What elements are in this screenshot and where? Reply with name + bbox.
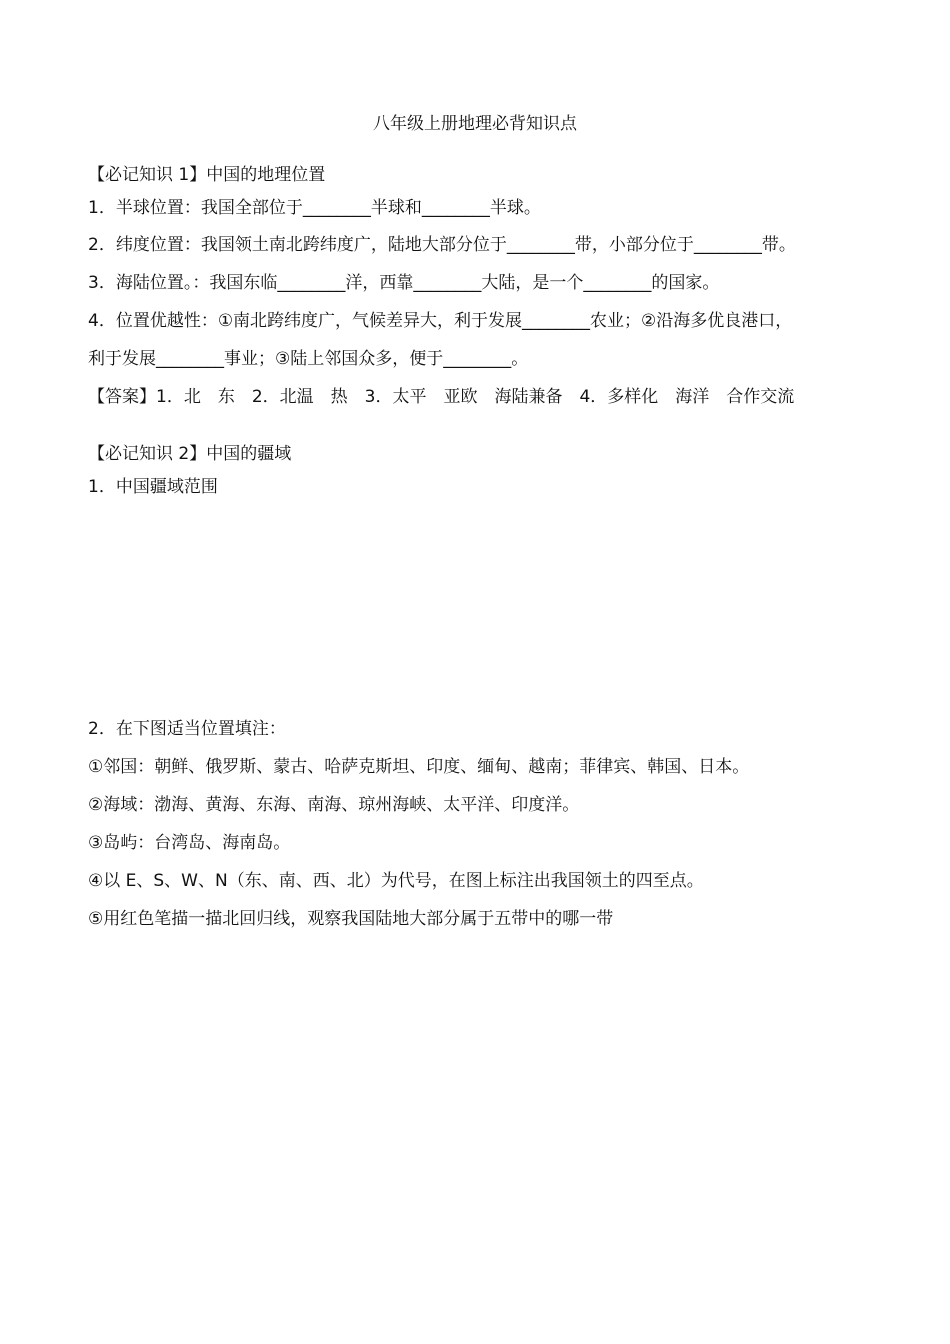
section1-item-1: 1．半球位置：我国全部位于________半球和________半球。 (88, 198, 541, 218)
section2-subitem-seas: ②海域：渤海、黄海、东海、南海、琼州海峡、太平洋、印度洋。 (88, 795, 580, 815)
section2-subitem-islands: ③岛屿：台湾岛、海南岛。 (88, 833, 291, 853)
section2-subitem-extreme-points: ④以 E、S、W、N（东、南、西、北）为代号，在图上标注出我国领土的四至点。 (88, 871, 704, 891)
section1-heading: 【必记知识 1】中国的地理位置 (88, 165, 326, 185)
document-title: 八年级上册地理必背知识点 (373, 114, 577, 134)
section2-heading: 【必记知识 2】中国的疆域 (88, 444, 292, 464)
section2-item-1: 1．中国疆域范围 (88, 477, 218, 497)
section2-subitem-neighbors: ①邻国：朝鲜、俄罗斯、蒙古、哈萨克斯坦、印度、缅甸、越南；菲律宾、韩国、日本。 (88, 757, 750, 777)
section1-item-3: 3．海陆位置。：我国东临________洋，西靠________大陆，是一个________的国家。 (88, 273, 720, 293)
section1-item-4: 4．位置优越性：①南北跨纬度广，气候差异大，利于发展________农业；②沿海多优良港口， (88, 311, 793, 331)
section1-answer: 【答案】1．北 东 2．北温 热 3．太平 亚欧 海陆兼备 4．多样化 海洋 合作交流 (88, 387, 795, 407)
section2-item-2: 2．在下图适当位置填注： (88, 719, 286, 739)
section2-subitem-tropic: ⑤用红色笔描一描北回归线，观察我国陆地大部分属于五带中的哪一带 (88, 909, 614, 929)
section1-item-4-continued: 利于发展________事业；③陆上邻国众多，便于________。 (88, 349, 529, 369)
section1-item-2: 2．纬度位置：我国领土南北跨纬度广，陆地大部分位于________带，小部分位于________带。 (88, 235, 796, 255)
